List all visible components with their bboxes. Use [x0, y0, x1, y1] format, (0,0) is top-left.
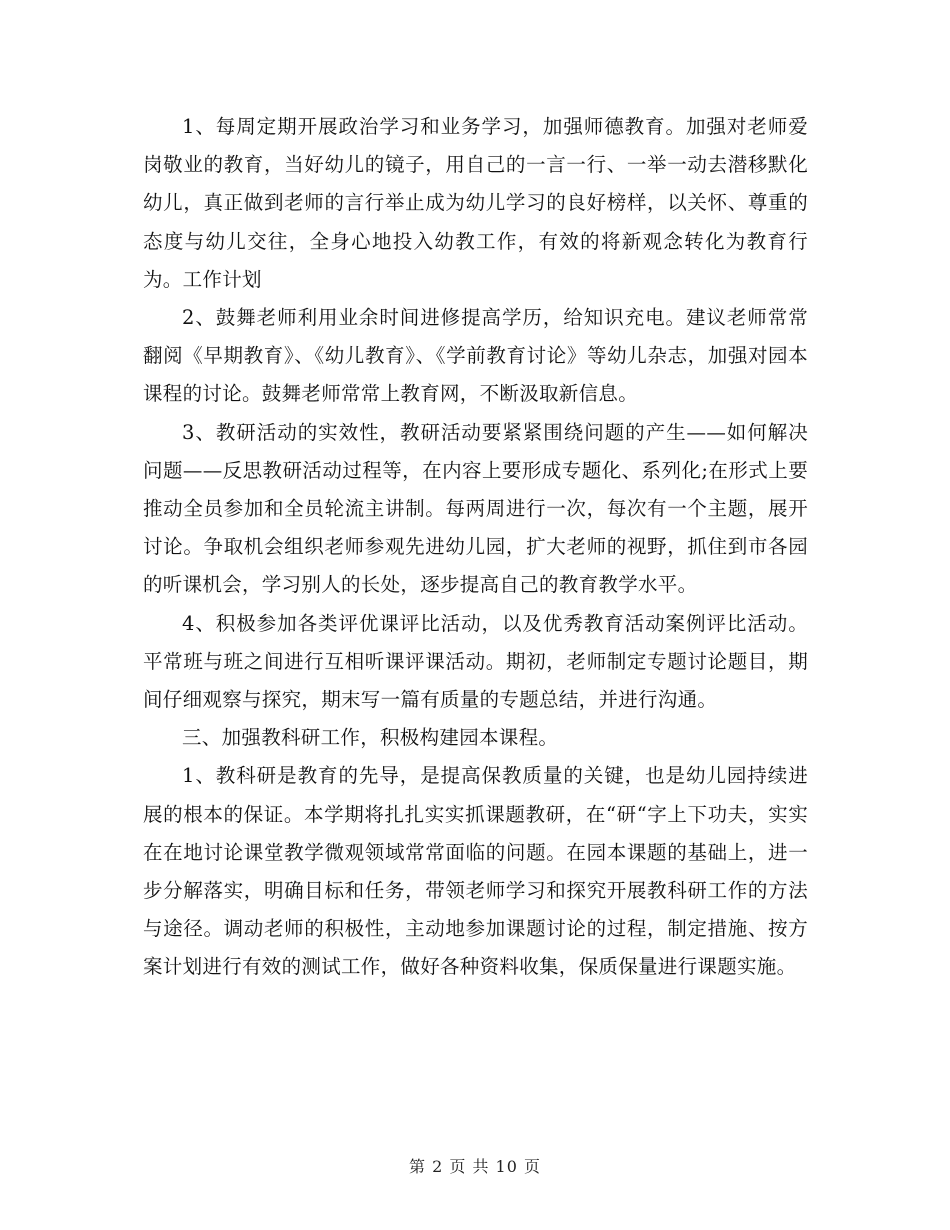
paragraph-further-study: 2、鼓舞老师利用业余时间进修提高学历，给知识充电。建议老师常常翻阅《早期教育》、《幼儿教育》、《学前教育讨论》等幼儿杂志，加强对园本课程的讨论。鼓舞老师常常上教育网，不断汲取新信息。	[143, 306, 808, 406]
paragraph-research-guidance: 1、教科研是教育的先导，是提高保教质量的关键，也是幼儿园持续进展的根本的保证。本学期将扎扎实实抓课题教研，在“研“字上下功夫，实实在在地讨论课堂教学微观领域常常面临的问题。在园本课题的基础上，进一步分解落实，明确目标和任务，带领老师学习和探究开展教科研工作的方法与途径。调动老师的积极性，主动地参加课题讨论的过程，制定措施、按方案计划进行有效的测试工作，做好各种资料收集，保质保量进行课题实施。	[143, 764, 808, 979]
section-heading-research: 三、加强教科研工作，积极构建园本课程。	[182, 726, 559, 750]
page-number: 第 2 页 共 10 页	[409, 1157, 541, 1176]
page-footer	[0, 1154, 950, 1177]
paragraph-teaching-research: 3、教研活动的实效性，教研活动要紧紧围绕问题的产生——如何解决问题——反思教研活动过程等，在内容上要形成专题化、系列化;在形式上要推动全员参加和全员轮流主讲制。每两周进行一次，每次有一个主题，展开讨论。争取机会组织老师参观先进幼儿园，扩大老师的视野，抓住到市各园的听课机会，学习别人的长处，逐步提高自己的教育教学水平。	[143, 420, 808, 597]
paragraph-evaluation-activities: 4、积极参加各类评优课评比活动，以及优秀教育活动案例评比活动。平常班与班之间进行互相听课评课活动。期初，老师制定专题讨论题目，期间仔细观察与探究，期末写一篇有质量的专题总结，并进行沟通。	[143, 611, 808, 712]
paragraph-teacher-ethics: 1、每周定期开展政治学习和业务学习，加强师德教育。加强对老师爱岗敬业的教育，当好幼儿的镜子，用自己的一言一行、一举一动去潜移默化幼儿，真正做到老师的言行举止成为幼儿学习的良好榜样，以关怀、尊重的态度与幼儿交往，全身心地投入幼教工作，有效的将新观念转化为教育行为。工作计划	[143, 115, 808, 291]
document-body	[143, 108, 808, 987]
